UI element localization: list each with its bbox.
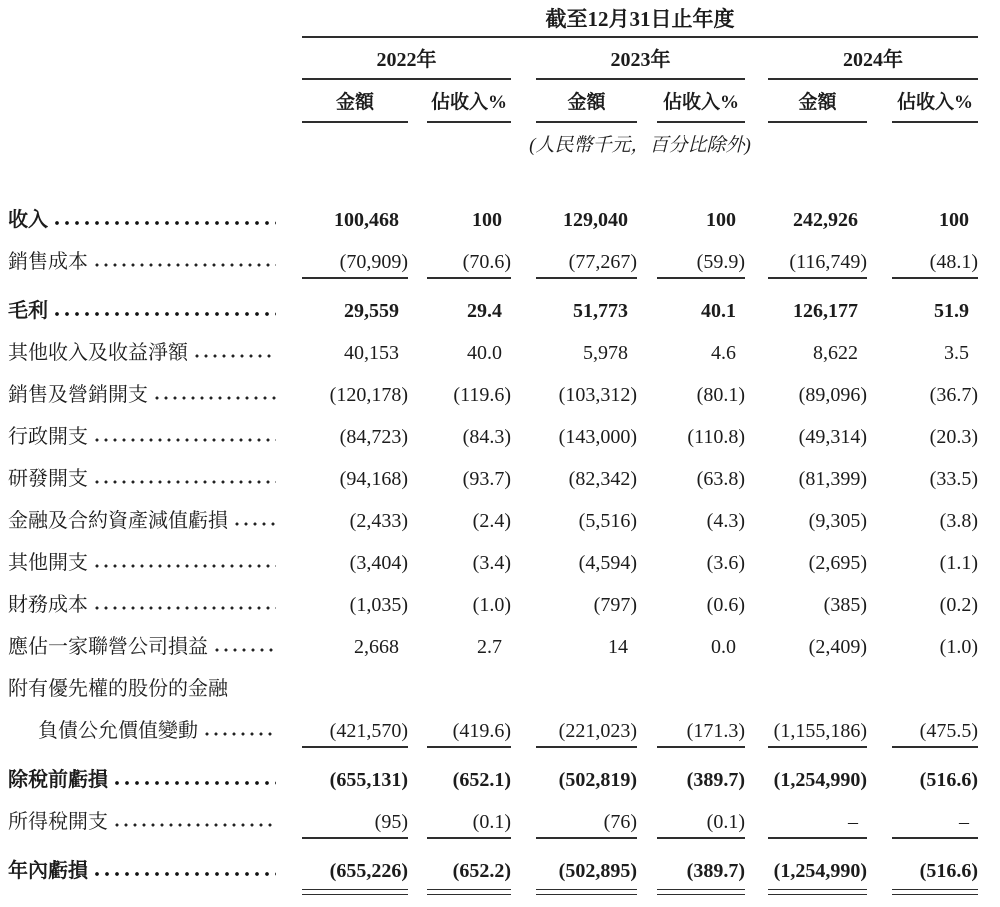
value-cell: (63.8) xyxy=(696,468,745,490)
row-label xyxy=(0,207,302,233)
col-header-pct-2024: 佔收入% xyxy=(892,80,978,123)
row-label xyxy=(0,592,302,618)
value-cell: (652.1) xyxy=(452,769,511,791)
value-cell: 29.4 xyxy=(467,300,502,322)
value-cell: (20.3) xyxy=(929,426,978,448)
value-cell: 2.7 xyxy=(477,636,502,658)
value-cell: (59.9) xyxy=(657,249,745,275)
table-row xyxy=(0,542,1000,584)
dot-leader xyxy=(95,480,276,484)
value-cell: (421,570) xyxy=(302,718,408,744)
value-cell: (5,516) xyxy=(578,510,637,532)
row-label xyxy=(0,767,302,793)
unit-note: (人民幣千元，百分比除外) xyxy=(529,135,751,156)
row-label-text: 行政開支 xyxy=(8,426,88,448)
value-cell: (2,695) xyxy=(808,552,867,574)
value-cell: 0.0 xyxy=(711,636,736,658)
value-cell: 8,622 xyxy=(813,342,858,364)
table-row xyxy=(0,668,1000,710)
value-cell: 40.0 xyxy=(467,342,502,364)
dot-leader xyxy=(95,438,276,442)
value-cell: 51,773 xyxy=(573,300,628,322)
table-row xyxy=(0,626,1000,668)
dot-leader xyxy=(95,872,276,876)
value-cell: (93.7) xyxy=(462,468,511,490)
value-cell: (103,312) xyxy=(558,384,637,406)
year-2024-header: 2024年 xyxy=(768,38,978,80)
value-cell: 4.6 xyxy=(711,342,736,364)
year-2022-header: 2022年 xyxy=(302,38,511,80)
table-row xyxy=(0,416,1000,458)
row-label xyxy=(0,634,302,660)
row-label xyxy=(0,550,302,576)
value-cell: (475.5) xyxy=(892,718,978,744)
value-cell: (116,749) xyxy=(768,249,867,275)
value-cell: 100 xyxy=(706,209,736,231)
value-cell: 100 xyxy=(472,209,502,231)
table-row xyxy=(0,584,1000,626)
value-cell: (3.8) xyxy=(939,510,978,532)
value-cell: (1,254,990) xyxy=(773,769,867,791)
value-cell: (2.4) xyxy=(472,510,511,532)
value-cell: (0.2) xyxy=(939,594,978,616)
table-row xyxy=(0,199,1000,241)
col-header-amount-2023: 金額 xyxy=(536,80,637,123)
unit-note-row xyxy=(0,123,1000,159)
dot-leader xyxy=(235,522,276,526)
row-label-text: 附有優先權的股份的金融 xyxy=(8,678,228,700)
value-cell: (419.6) xyxy=(427,718,511,744)
value-cell: (797) xyxy=(593,594,637,616)
row-label xyxy=(0,809,302,835)
dot-leader xyxy=(115,823,276,827)
row-label xyxy=(0,718,302,744)
value-cell: (516.6) xyxy=(919,769,978,791)
value-cell: (9,305) xyxy=(808,510,867,532)
table-row xyxy=(0,241,1000,283)
value-cell: (389.7) xyxy=(657,858,745,884)
value-cell: (110.8) xyxy=(687,426,745,448)
dot-leader xyxy=(205,732,276,736)
dot-leader xyxy=(95,263,276,267)
row-label-text: 研發開支 xyxy=(8,468,88,490)
table-row xyxy=(0,850,1000,892)
value-cell: (0.6) xyxy=(706,594,745,616)
value-cell: (33.5) xyxy=(929,468,978,490)
dot-leader xyxy=(155,396,276,400)
value-cell: 129,040 xyxy=(563,209,628,231)
value-cell: (70.6) xyxy=(427,249,511,275)
row-label xyxy=(0,249,302,275)
dot-leader xyxy=(95,564,276,568)
value-cell: (4,594) xyxy=(578,552,637,574)
value-cell: 3.5 xyxy=(944,342,969,364)
value-cell: (120,178) xyxy=(329,384,408,406)
value-cell: (1.1) xyxy=(939,552,978,574)
row-label-text: 負債公允價值變動 xyxy=(38,720,198,742)
row-label-text: 除稅前虧損 xyxy=(8,769,108,791)
value-cell: – xyxy=(892,809,978,835)
value-cell: (1,254,990) xyxy=(768,858,867,884)
value-cell: (655,226) xyxy=(302,858,408,884)
table-row xyxy=(0,374,1000,416)
row-label xyxy=(0,298,302,324)
column-header-row xyxy=(0,80,1000,123)
row-label-text: 收入 xyxy=(8,209,48,231)
value-cell: 40.1 xyxy=(701,300,736,322)
value-cell: (502,819) xyxy=(558,769,637,791)
row-label-text: 銷售成本 xyxy=(8,251,88,273)
value-cell: 126,177 xyxy=(793,300,858,322)
value-cell: 2,668 xyxy=(354,636,399,658)
value-cell: (4.3) xyxy=(706,510,745,532)
value-cell: (3,404) xyxy=(349,552,408,574)
value-cell: 14 xyxy=(608,636,628,658)
row-label xyxy=(0,676,302,702)
value-cell: 40,153 xyxy=(344,342,399,364)
row-label xyxy=(0,466,302,492)
value-cell: (516.6) xyxy=(892,858,978,884)
value-cell: (89,096) xyxy=(798,384,867,406)
table-row xyxy=(0,458,1000,500)
value-cell: 100,468 xyxy=(334,209,399,231)
value-cell: (82,342) xyxy=(568,468,637,490)
dot-leader xyxy=(55,312,276,316)
value-cell: (1,155,186) xyxy=(768,718,867,744)
table-row xyxy=(0,290,1000,332)
dot-leader xyxy=(215,648,276,652)
value-cell: (0.1) xyxy=(427,809,511,835)
row-label-text: 金融及合約資產減值虧損 xyxy=(8,510,228,532)
dot-leader xyxy=(115,781,276,785)
row-label xyxy=(0,424,302,450)
value-cell: (95) xyxy=(302,809,408,835)
value-cell: (77,267) xyxy=(536,249,637,275)
row-label-text: 應佔一家聯營公司損益 xyxy=(8,636,208,658)
period-title: 截至12月31日止年度 xyxy=(302,0,978,38)
row-label xyxy=(0,382,302,408)
value-cell: (652.2) xyxy=(427,858,511,884)
value-cell: (655,131) xyxy=(329,769,408,791)
value-cell: (143,000) xyxy=(558,426,637,448)
col-header-amount-2022: 金額 xyxy=(302,80,408,123)
value-cell: (49,314) xyxy=(798,426,867,448)
dot-leader xyxy=(195,354,276,358)
value-cell: (1.0) xyxy=(939,636,978,658)
value-cell: 51.9 xyxy=(934,300,969,322)
value-cell: (3.4) xyxy=(472,552,511,574)
row-label xyxy=(0,858,302,884)
col-header-pct-2022: 佔收入% xyxy=(427,80,511,123)
year-2023-header: 2023年 xyxy=(536,38,745,80)
row-label-text: 所得稅開支 xyxy=(8,811,108,833)
row-label-text: 財務成本 xyxy=(8,594,88,616)
value-cell: (2,409) xyxy=(808,636,867,658)
table-row xyxy=(0,710,1000,752)
value-cell: (1,035) xyxy=(349,594,408,616)
value-cell: (502,895) xyxy=(536,858,637,884)
year-group-row xyxy=(0,38,1000,80)
value-cell: (389.7) xyxy=(686,769,745,791)
col-header-pct-2023: 佔收入% xyxy=(657,80,745,123)
value-cell: – xyxy=(768,809,867,835)
value-cell: (76) xyxy=(536,809,637,835)
value-cell: (0.1) xyxy=(657,809,745,835)
value-cell: (2,433) xyxy=(349,510,408,532)
value-cell: (84.3) xyxy=(462,426,511,448)
table-row xyxy=(0,801,1000,843)
row-label xyxy=(0,508,302,534)
value-cell: (1.0) xyxy=(472,594,511,616)
dot-leader xyxy=(95,606,276,610)
value-cell: (385) xyxy=(823,594,867,616)
value-cell: (70,909) xyxy=(302,249,408,275)
value-cell: (221,023) xyxy=(536,718,637,744)
value-cell: (48.1) xyxy=(892,249,978,275)
row-label-text: 其他開支 xyxy=(8,552,88,574)
row-label xyxy=(0,340,302,366)
value-cell: (119.6) xyxy=(453,384,511,406)
row-label-text: 毛利 xyxy=(8,300,48,322)
value-cell: (3.6) xyxy=(706,552,745,574)
table-row xyxy=(0,500,1000,542)
table-header xyxy=(0,0,1000,38)
value-cell: 100 xyxy=(939,209,969,231)
row-label-text: 年內虧損 xyxy=(8,860,88,882)
value-cell: 242,926 xyxy=(793,209,858,231)
value-cell: (81,399) xyxy=(798,468,867,490)
table-row xyxy=(0,759,1000,801)
value-cell: (94,168) xyxy=(339,468,408,490)
table-row xyxy=(0,332,1000,374)
value-cell: 5,978 xyxy=(583,342,628,364)
value-cell: 29,559 xyxy=(344,300,399,322)
table-body xyxy=(0,199,1000,892)
value-cell: (80.1) xyxy=(696,384,745,406)
row-label-text: 銷售及營銷開支 xyxy=(8,384,148,406)
dot-leader xyxy=(55,221,276,225)
value-cell: (36.7) xyxy=(929,384,978,406)
value-cell: (84,723) xyxy=(339,426,408,448)
row-label-text: 其他收入及收益淨額 xyxy=(8,342,188,364)
col-header-amount-2024: 金額 xyxy=(768,80,867,123)
value-cell: (171.3) xyxy=(657,718,745,744)
